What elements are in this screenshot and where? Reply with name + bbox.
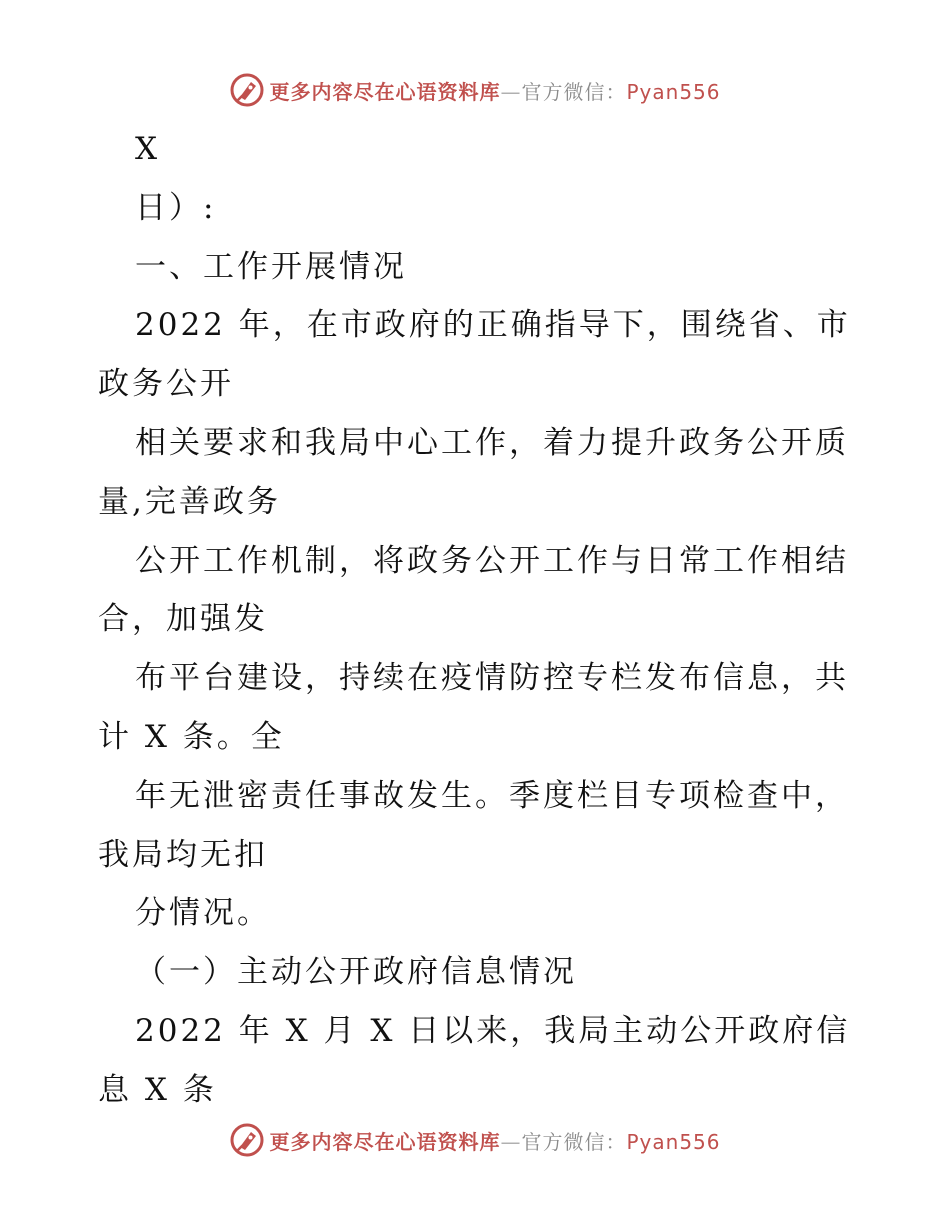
- document-line: X: [135, 131, 161, 167]
- document-line: 公开工作机制，将政务公开工作与日常工作相结: [135, 542, 849, 579]
- watermark-brand: 更多内容尽在心语资料库: [269, 79, 501, 104]
- watermark-text: [269, 1126, 720, 1155]
- header-watermark: [0, 70, 950, 110]
- watermark-label: 官方微信：: [521, 1129, 627, 1154]
- document-line: 年无泄密责任事故发生。季度栏目专项检查中，: [135, 777, 849, 814]
- watermark-separator: —: [500, 1129, 522, 1154]
- watermark-label: 官方微信：: [521, 79, 627, 104]
- pen-nib-logo-icon: [229, 72, 265, 108]
- watermark-text: [269, 76, 720, 105]
- document-line: 日）:: [135, 189, 217, 226]
- document-body: [98, 120, 858, 1120]
- watermark-wechat-id: Pyan556: [626, 1129, 721, 1154]
- document-line: 合，加强发: [98, 601, 268, 638]
- footer-watermark: [0, 1120, 950, 1160]
- document-line: 我局均无扣: [98, 836, 268, 873]
- document-line: 政务公开: [98, 366, 234, 403]
- document-line: 息 X 条: [98, 1071, 217, 1108]
- document-line: 相关要求和我局中心工作，着力提升政务公开质: [135, 424, 849, 461]
- document-line: 布平台建设，持续在疫情防控专栏发布信息，共: [135, 660, 849, 697]
- watermark-wechat-id: Pyan556: [626, 79, 721, 104]
- section-heading: 一、工作开展情况: [135, 248, 407, 285]
- pen-nib-logo-icon: [229, 1122, 265, 1158]
- document-line: 2022 年，在市政府的正确指导下，围绕省、市: [135, 307, 851, 344]
- document-line: 2022 年 X 月 X 日以来，我局主动公开政府信: [135, 1012, 851, 1049]
- document-line: 计 X 条。全: [98, 718, 285, 755]
- subsection-heading: （一）主动公开政府信息情况: [135, 954, 577, 991]
- document-line: 分情况。: [135, 895, 271, 932]
- document-line: 量,完善政务: [98, 483, 281, 520]
- watermark-brand: 更多内容尽在心语资料库: [269, 1129, 501, 1154]
- watermark-separator: —: [500, 79, 522, 104]
